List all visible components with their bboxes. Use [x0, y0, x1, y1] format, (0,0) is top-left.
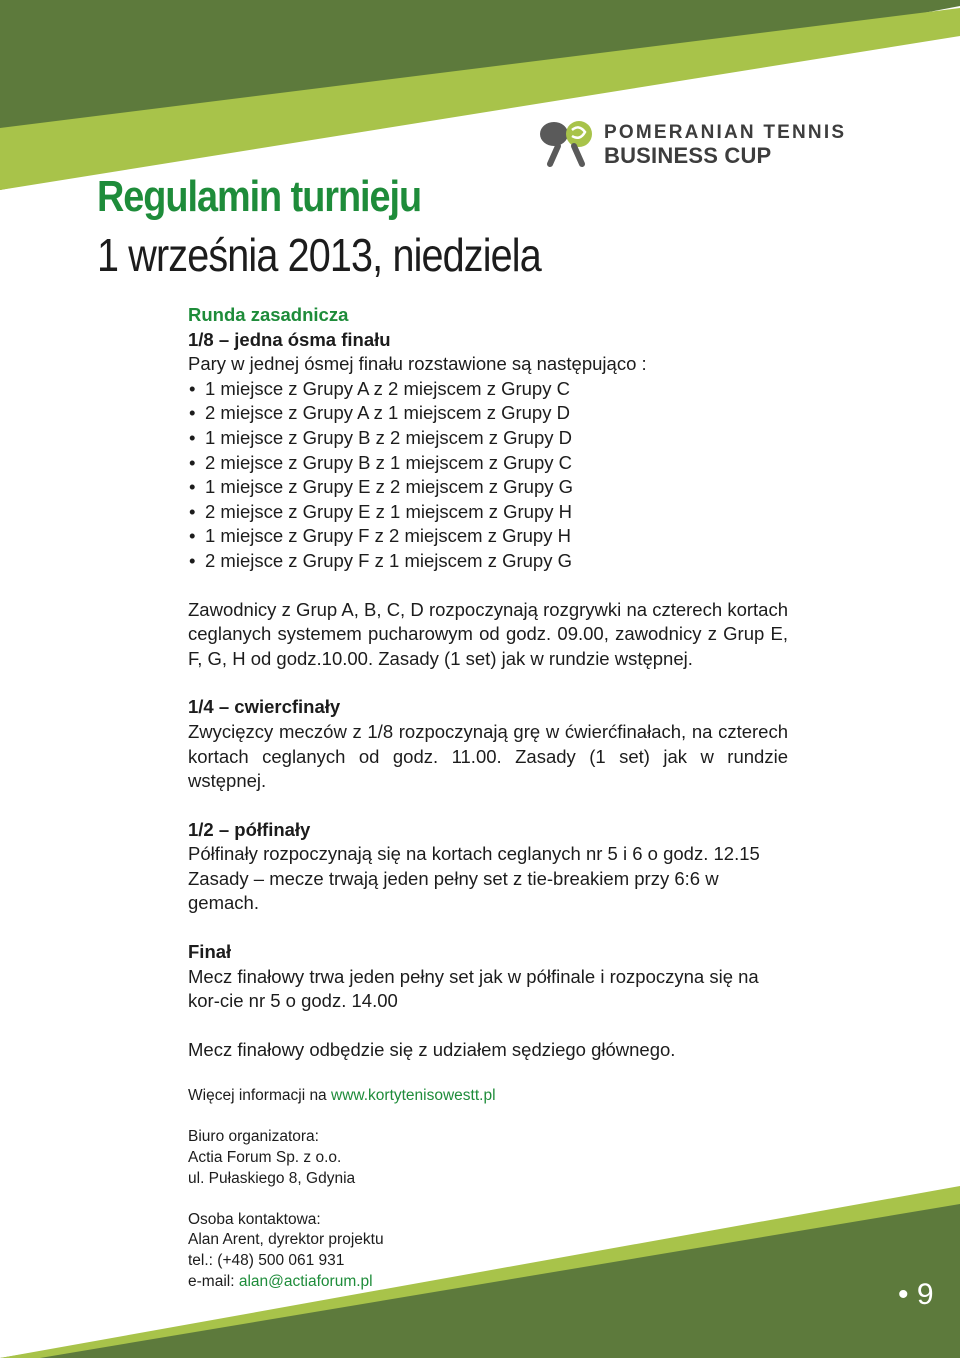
page-number-value: 9	[916, 1278, 934, 1311]
final-text: Mecz finałowy trwa jeden pełny set jak w półfinale i rozpoczyna się na kor-cie nr 5 o godz. 14.00	[188, 965, 759, 1012]
round-description: Zawodnicy z Grup A, B, C, D rozpoczynają rozgrywki na czterech kortach ceglanych systemem pucharowym od godz. 09.00, zawodnicy z Grup E, F, G, H od godz.10.00. Zasady (1 set) jak w rundzie wstępnej.	[188, 598, 788, 669]
list-item: • 2 miejsce z Grupy E z 1 miejscem z Grupy H	[188, 500, 788, 525]
semi-line-1: Półfinały rozpoczynają się na kortach ceglanych nr 5 i 6 o godz. 12.15	[188, 843, 760, 865]
list-item: • 1 miejsce z Grupy F z 2 miejscem z Grupy H	[188, 524, 788, 549]
logo-line-1: POMERANIAN TENNIS	[604, 122, 847, 143]
list-item: • 2 miejsce z Grupy A z 1 miejscem z Grupy D	[188, 401, 788, 426]
round-intro: Pary w jednej ósmej finału rozstawione są następująco :	[188, 353, 647, 375]
quarter-heading: 1/4 – cwiercfinały	[188, 696, 341, 718]
semi-line-2: Zasady – mecze trwają jeden pełny set z tie-breakiem przy 6:6 w gemach.	[188, 867, 719, 914]
contact-label: Osoba kontaktowa:	[188, 1210, 321, 1228]
list-item: • 1 miejsce z Grupy E z 2 miejscem z Grupy G	[188, 475, 788, 500]
page-subtitle: 1 września 2013, niedziela	[97, 229, 541, 281]
regulations-content	[188, 303, 788, 1293]
quarter-text: Zwycięzcy meczów z 1/8 rozpoczynają grę w ćwierćfinałach, na czterech kortach ceglanych od godz. 11.00. Zasady (1 set) jak w rundzie wstępnej.	[188, 720, 788, 792]
round-heading: Runda zasadnicza	[188, 304, 349, 325]
contact-name: Alan Arent, dyrektor projektu	[188, 1231, 384, 1249]
pairs-list	[188, 377, 788, 574]
list-item: • 2 miejsce z Grupy B z 1 miejscem z Grupy C	[188, 451, 788, 476]
list-item: • 2 miejsce z Grupy F z 1 miejscem z Grupy G	[188, 549, 788, 574]
page-title: Regulamin turnieju	[97, 172, 422, 221]
logo-line-2: BUSINESS CUP	[604, 143, 772, 168]
email-prefix: e-mail:	[188, 1273, 239, 1291]
page-number: • 9	[898, 1278, 934, 1311]
logo	[538, 118, 847, 170]
more-info	[188, 1086, 788, 1107]
office-label: Biuro organizatora:	[188, 1128, 319, 1146]
contact-phone: tel.: (+48) 500 061 931	[188, 1252, 345, 1270]
more-info-prefix: Więcej informacji na	[188, 1087, 331, 1105]
website-link[interactable]: www.kortytenisowestt.pl	[331, 1087, 496, 1105]
final-heading: Finał	[188, 941, 232, 963]
office-name: Actia Forum Sp. z o.o.	[188, 1149, 342, 1167]
semi-heading: 1/2 – półfinały	[188, 818, 311, 840]
list-item: • 1 miejsce z Grupy A z 2 miejscem z Grupy C	[188, 377, 788, 402]
contact-email	[188, 1272, 788, 1293]
final-note: Mecz finałowy odbędzie się z udziałem sędziego głównego.	[188, 1038, 676, 1060]
office-address: ul. Pułaskiego 8, Gdynia	[188, 1169, 356, 1187]
list-item: • 1 miejsce z Grupy B z 2 miejscem z Grupy D	[188, 426, 788, 451]
round-subheading: 1/8 – jedna ósma finału	[188, 328, 391, 350]
tennis-racket-icon	[538, 120, 600, 170]
email-link[interactable]: alan@actiaforum.pl	[238, 1273, 373, 1291]
